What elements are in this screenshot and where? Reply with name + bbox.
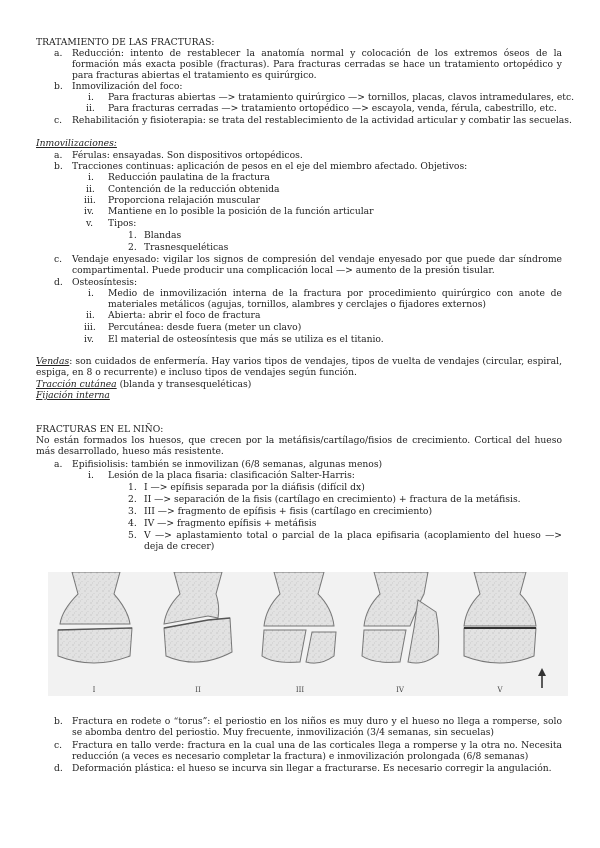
subsublist-marker: 4. — [128, 518, 137, 529]
sublist-marker: i. — [88, 92, 94, 103]
list-marker: b. — [54, 81, 63, 92]
sublist-item: Para fracturas cerradas —> tratamiento ortopédico —> escayola, venda, férula, cabestrillo, etc. — [108, 103, 557, 114]
salter-harris-type: IV —> fragmento epífisis + metáfisis — [144, 518, 317, 529]
sublist-item: Contención de la reducción obtenida — [108, 184, 280, 195]
list-item-vendaje-enyesado: Vendaje enyesado: vigilar los signos de compresión del vendaje enyesado por que puede dar síndrome compartimental. Puede producir una complicación local —> aumento de la presión tisular. — [72, 254, 562, 276]
salter-harris-type: III —> fragmento de epífisis + fisis (cartílago en crecimiento) — [144, 506, 433, 517]
subsublist-marker: 3. — [128, 506, 137, 517]
list-marker: c. — [54, 115, 63, 126]
subsublist-marker: 1. — [128, 230, 137, 241]
sublist-item: Proporciona relajación muscular — [108, 195, 261, 206]
sublist-marker: i. — [88, 470, 94, 481]
list-item-torus: Fractura en rodete o “torus”: el periostio en los niños es muy duro y el hueso no llega a romperse, solo se abomba dentro del periostio. Muy frecuente, inmovilización (3/4 semanas, sin secuelas) — [72, 716, 562, 738]
sublist-item: Medio de inmovilización interna de la fractura por procedimiento quirúrgico con anote de materiales metálicos (agujas, tornillos, alambres y cerclajes o fijadores externos) — [108, 288, 562, 310]
sublist-marker: v. — [86, 218, 94, 229]
list-item-rehabilitacion: Rehabilitación y fisioterapia: se trata del restablecimiento de la actividad articular y combatir las secuelas. — [72, 115, 572, 126]
list-item-reduccion: Reducción: intento de restablecer la anatomía normal y colocación de los extremos óseos de la formación más exacta posible (fracturas). Para fracturas cerradas se hace un tratamiento ortopédico y para fracturas abiertas el tratamiento es quirúrgico. — [72, 48, 562, 81]
subsublist-marker: 2. — [128, 242, 137, 253]
salter-harris-type: V —> aplastamiento total o parcial de la placa epifisaria (acoplamiento del hueso —> deja de crecer) — [144, 530, 562, 552]
list-marker: d. — [54, 763, 63, 774]
paragraph-traccion — [36, 379, 251, 390]
list-marker: a. — [54, 150, 63, 161]
sublist-item: Mantiene en lo posible la posición de la función articular — [108, 206, 374, 217]
list-marker: d. — [54, 277, 63, 288]
sublist-marker: ii. — [86, 184, 95, 195]
sublist-marker: iii. — [84, 195, 96, 206]
list-marker: b. — [54, 716, 63, 727]
sublist-marker: iv. — [84, 334, 94, 345]
subsublist-item: Blandas — [144, 230, 182, 241]
figure-label: IV — [396, 686, 404, 694]
sublist-marker: i. — [88, 288, 94, 299]
vendas-label: Vendas — [36, 356, 70, 367]
sublist-item: Reducción paulatina de la fractura — [108, 172, 270, 183]
list-marker: c. — [54, 254, 63, 265]
subsublist-marker: 2. — [128, 494, 137, 505]
sublist-item: Abierta: abrir el foco de fractura — [108, 310, 261, 321]
figure-label: I — [92, 686, 96, 694]
section-title-fracturas-nino: FRACTURAS EN EL NIÑO: — [36, 424, 164, 435]
paragraph-intro-nino: No están formados los huesos, que crecen por la metáfisis/cartílago/fisios de crecimiento. Cortical del hueso más desarrollado, hueso más resistente. — [36, 435, 562, 457]
sublist-item-salter-harris: Lesión de la placa fisaria: clasificación Salter-Harris: — [108, 470, 355, 481]
sublist-marker: i. — [88, 172, 94, 183]
traccion-text: (blanda y transesqueléticas) — [116, 379, 252, 390]
list-item-tracciones: Tracciones continuas: aplicación de pesos en el eje del miembro afectado. Objetivos: — [72, 161, 468, 172]
sublist-item: Tipos: — [108, 218, 137, 229]
figure-label: V — [497, 686, 503, 694]
section-title-tratamiento: TRATAMIENTO DE LAS FRACTURAS: — [36, 37, 215, 48]
section-title-inmovilizaciones: Inmovilizaciones: — [36, 138, 117, 149]
traccion-label: Tracción cutánea — [36, 379, 117, 390]
sublist-marker: ii. — [86, 310, 95, 321]
list-item-ferulas: Férulas: ensayadas. Son dispositivos ortopédicos. — [72, 150, 303, 161]
sublist-item: Percutánea: desde fuera (meter un clavo) — [108, 322, 302, 333]
list-marker: b. — [54, 161, 63, 172]
salter-harris-figure — [48, 572, 568, 696]
list-marker: a. — [54, 459, 63, 470]
sublist-marker: ii. — [86, 103, 95, 114]
subsublist-item: Trasnesqueléticas — [144, 242, 229, 253]
list-item-epifisiolisis: Epifisiolisis: también se inmovilizan (6/8 semanas, algunas menos) — [72, 459, 383, 470]
figure-label: III — [295, 686, 305, 694]
subsublist-marker: 1. — [128, 482, 137, 493]
sublist-marker: iv. — [84, 206, 94, 217]
list-marker: c. — [54, 740, 63, 751]
paragraph-vendas — [36, 356, 562, 378]
sublist-item: Para fracturas abiertas —> tratamiento quirúrgico —> tornillos, placas, clavos intramedulares, etc. — [108, 92, 575, 103]
list-item-inmovilizacion: Inmovilización del foco: — [72, 81, 183, 92]
vendas-text: : son cuidados de enfermería. Hay varios tipos de vendajes, tipos de vuelta de vendajes (circular, espiral, espiga, en 8 o recurrente) e incluso tipos de vendajes según función. — [36, 356, 562, 378]
list-item-deformacion: Deformación plástica: el hueso se incurva sin llegar a fracturarse. Es necesario corregir la angulación. — [72, 763, 552, 774]
figure-label: II — [195, 686, 201, 694]
paragraph-fijacion: Fijación interna — [36, 390, 110, 401]
list-item-tallo-verde: Fractura en tallo verde: fractura en la cual una de las corticales llega a romperse y la otra no. Necesita reducción (a veces es necesario completar la fractura) e inmovilización prolongada (6/8 semanas) — [72, 740, 562, 762]
subsublist-marker: 5. — [128, 530, 137, 541]
sublist-marker: iii. — [84, 322, 96, 333]
sublist-item: El material de osteosíntesis que más se utiliza es el titanio. — [108, 334, 384, 345]
salter-harris-type: II —> separación de la fisis (cartílago en crecimiento) + fractura de la metáfisis. — [144, 494, 521, 505]
list-item-osteosintesis: Osteosíntesis: — [72, 277, 138, 288]
list-marker: a. — [54, 48, 63, 59]
salter-harris-type: I —> epífisis separada por la diáfisis (difícil dx) — [144, 482, 365, 493]
